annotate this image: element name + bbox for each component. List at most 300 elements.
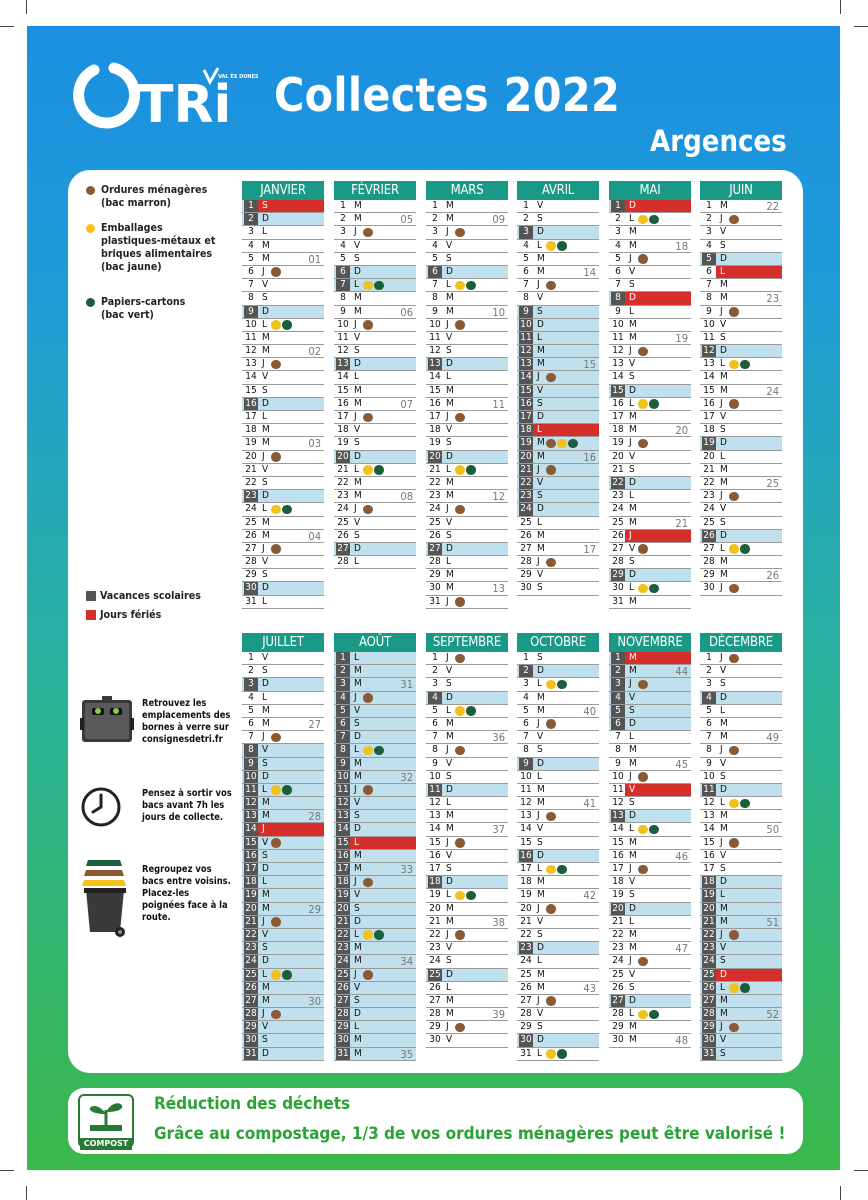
legend-text: (bac jaune) [101,261,162,273]
day-row [609,292,691,305]
weekday-letter: S [720,1047,726,1059]
weekday-letter: M [262,810,270,822]
green-bin-dot-icon [740,544,750,554]
day-row [426,863,508,876]
weekday-letter: D [446,542,453,554]
day-number: 14 [337,823,349,835]
yellow-bin-dot-icon [638,584,648,594]
weekday-letter: L [354,744,360,756]
day-row [700,530,782,543]
weekday-letter: J [262,915,265,927]
weekday-letter: S [262,849,268,861]
day-row [334,517,416,530]
day-row [242,744,324,757]
weekday-letter: D [629,384,636,396]
day-row [242,556,324,569]
weekday-letter: M [537,437,545,449]
week-number: 18 [675,239,688,253]
day-number: 3 [615,226,621,238]
weekday-letter: V [537,476,544,488]
day-row [334,797,416,810]
weekday-letter: J [720,213,723,225]
day-number: 16 [612,397,624,409]
week-number: 38 [492,915,505,929]
weekday-letter: J [629,345,632,357]
week-number: 10 [492,305,505,319]
weekday-letter: J [629,678,632,690]
weekday-letter: V [354,704,361,716]
week-number: 28 [308,810,321,824]
weekday-letter: M [720,810,728,822]
day-number: 21 [520,915,532,927]
brown-bin-dot-icon [546,373,556,383]
day-number: 12 [429,797,441,809]
day-row [334,995,416,1008]
weekday-letter: J [354,318,357,330]
day-number: 11 [703,783,715,795]
day-number: 30 [429,582,441,594]
weekday-letter: L [629,1008,635,1020]
weekday-letter: M [354,955,362,967]
day-row [242,490,324,503]
tip-line: jours de collecte. [142,812,224,823]
weekday-letter: M [446,292,454,304]
day-number: 31 [612,595,624,607]
day-row [517,1048,599,1061]
day-row [334,823,416,836]
weekday-letter: S [720,678,726,690]
day-row [700,503,782,516]
day-number: 10 [520,318,532,330]
day-number: 24 [612,955,624,967]
day-number: 6 [523,265,529,277]
day-row [334,876,416,889]
day-number: 4 [336,692,350,704]
day-row [700,678,782,691]
brown-bin-dot-icon [638,544,648,554]
day-row [609,771,691,784]
day-number: 1 [611,200,625,212]
day-row [517,731,599,744]
brown-bin-dot-icon [363,413,373,423]
day-number: 13 [245,358,257,370]
day-number: 1 [432,652,438,663]
day-number: 5 [615,252,621,264]
weekday-letter: V [262,371,269,383]
month-column [700,633,782,1061]
day-row [700,823,782,836]
weekday-letter: D [720,968,727,980]
week-number: 51 [766,915,779,929]
weekday-letter: L [537,331,543,343]
day-row [242,345,324,358]
weekday-letter: D [262,1047,269,1059]
day-row [242,569,324,582]
weekday-letter: J [720,928,723,940]
day-number: 1 [706,200,712,211]
weekday-letter: V [446,424,453,436]
day-number: 21 [429,915,441,927]
day-row [517,582,599,595]
weekday-letter: V [720,665,727,677]
day-number: 13 [245,810,257,822]
weekday-letter: S [354,345,360,357]
day-number: 15 [520,384,532,396]
day-row [242,517,324,530]
weekday-letter: J [720,744,723,756]
weekday-letter: M [537,529,545,541]
week-number: 33 [400,863,413,876]
tip-line: bacs avant 7h les [142,800,225,811]
weekday-letter: D [354,265,361,277]
month-header: SEPTEMBRE [426,633,508,652]
day-row [517,411,599,424]
day-row [242,982,324,995]
day-row [426,517,508,530]
brown-bin-dot-icon [729,399,739,409]
day-row [609,398,691,411]
day-number: 24 [245,503,257,515]
day-number: 9 [706,757,712,769]
weekday-letter: S [262,569,268,581]
weekday-letter: D [446,358,453,370]
day-row [334,437,416,450]
yellow-bin-dot-icon [271,785,281,795]
green-bin-dot-icon [374,281,384,291]
weekday-letter: L [720,797,726,809]
weekday-letter: S [262,292,268,304]
weekday-letter: D [354,1008,361,1020]
day-number: 5 [336,705,350,717]
day-number: 10 [245,770,257,782]
day-row [609,889,691,902]
day-row [517,850,599,863]
day-number: 10 [703,318,715,330]
brown-bin-dot-icon [455,597,465,607]
day-number: 22 [245,928,257,940]
weekday-letter: V [720,503,727,515]
weekday-letter: S [262,200,268,211]
week-number: 13 [492,582,505,596]
brown-bin-dot-icon [455,838,465,848]
day-row [426,200,508,213]
weekday-letter: J [720,582,723,594]
brown-bin-dot-icon [729,930,739,940]
day-number: 20 [429,902,441,914]
day-row [334,1048,416,1061]
brown-bin-dot-icon [271,917,281,927]
yellow-bin-dot-icon [271,970,281,980]
day-number: 26 [245,981,257,993]
weekday-letter: S [446,529,452,541]
weekday-letter: V [629,968,636,980]
day-row [517,292,599,305]
day-row [609,437,691,450]
day-row [426,916,508,929]
day-row [242,731,324,744]
weekday-letter: L [354,556,360,568]
tip-text [142,698,230,746]
day-number: 28 [703,1008,715,1020]
day-number: 20 [520,902,532,914]
day-number: 30 [520,1034,532,1046]
weekday-letter: J [354,226,357,238]
week-number: 48 [675,1034,688,1048]
day-row [517,213,599,226]
brown-bin-dot-icon [363,878,373,888]
brown-bin-dot-icon [638,254,648,264]
day-row [334,319,416,332]
green-bin-dot-icon [649,215,659,225]
day-row [242,903,324,916]
weekday-letter: J [537,717,540,729]
day-number: 20 [245,450,257,462]
day-row [609,678,691,691]
day-number: 23 [337,490,349,502]
day-number: 29 [245,1021,257,1033]
day-row [700,810,782,823]
day-number: 22 [429,928,441,940]
weekday-letter: M [629,411,637,422]
weekday-letter: V [446,665,453,677]
week-number: 15 [583,358,596,372]
day-number: 28 [429,556,441,568]
weekday-letter: L [629,397,635,409]
weekday-letter: V [262,928,269,940]
day-row [334,240,416,253]
day-row [242,929,324,942]
day-number: 29 [520,569,532,581]
day-number: 1 [432,200,438,211]
weekday-letter: D [262,582,269,594]
legend-item [88,184,207,210]
weekday-letter: D [720,437,727,449]
day-number: 25 [520,968,532,980]
weekday-letter: L [262,876,268,888]
weekday-letter: L [629,213,635,225]
weekday-letter: M [629,503,637,515]
day-number: 30 [429,1034,441,1046]
weekday-letter: M [446,731,454,743]
day-row [334,731,416,744]
weekday-letter: J [537,371,540,383]
weekday-letter: J [354,968,357,980]
day-number: 26 [612,529,624,541]
day-row [242,306,324,319]
brown-bin-dot-icon [455,746,465,756]
day-row [700,477,782,490]
day-row [426,253,508,266]
day-row [426,929,508,942]
brown-bin-dot-icon [363,228,373,238]
day-number: 22 [612,928,624,940]
weekday-letter: J [446,928,449,940]
weekday-letter: M [629,318,637,330]
day-number: 11 [337,331,349,343]
brown-bin-dot-icon [638,865,648,875]
day-row [517,995,599,1008]
day-number: 12 [703,345,715,357]
day-number: 11 [520,331,532,343]
day-number: 7 [523,279,529,291]
day-number: 10 [612,770,624,782]
green-bin-dot-icon [649,825,659,835]
day-number: 12 [520,797,532,809]
weekday-letter: S [354,717,360,729]
day-number: 23 [429,490,441,502]
day-number: 26 [337,529,349,541]
day-row [700,758,782,771]
brown-bin-dot-icon [729,838,739,848]
day-number: 31 [429,595,441,607]
day-number: 1 [340,200,346,211]
weekday-letter: M [537,968,545,980]
day-number: 30 [612,1034,624,1046]
day-number: 21 [703,463,715,475]
brown-bin-dot-icon [638,347,648,357]
day-row [700,543,782,556]
day-row [609,358,691,371]
weekday-letter: J [262,265,265,277]
weekday-letter: M [629,595,637,607]
day-row [426,569,508,582]
day-row [242,797,324,810]
day-number: 26 [703,981,715,993]
day-row [242,837,324,850]
day-number: 17 [337,411,349,422]
weekday-letter: V [262,556,269,568]
day-row [517,464,599,477]
day-row [700,771,782,784]
weekday-letter: J [446,318,449,330]
day-number: 4 [523,691,529,703]
weekday-letter: J [446,652,449,663]
weekday-letter: M [629,226,637,238]
day-row [517,718,599,731]
green-bin-dot-icon [557,865,567,875]
page-title: Collectes 2022 [274,68,621,122]
day-row [334,903,416,916]
day-number: 31 [245,1047,257,1059]
day-row [609,969,691,982]
weekday-letter: L [262,595,268,607]
weekday-letter: D [354,731,361,743]
day-row [517,569,599,582]
day-row [426,424,508,437]
day-number: 16 [520,849,532,861]
day-row [426,784,508,797]
day-row [700,903,782,916]
brown-bin-dot-icon [271,452,281,462]
weekday-letter: J [354,503,357,515]
key-swatch [86,591,96,601]
day-number: 18 [703,424,715,436]
weekday-letter: S [354,437,360,449]
weekday-letter: L [354,279,360,291]
weekday-letter: D [720,783,727,795]
weekday-letter: M [262,981,270,993]
tip-line: Regroupez vos [142,864,212,875]
day-row [517,678,599,691]
compost-label: COMPOST [80,1138,132,1150]
day-number: 10 [520,770,532,782]
key-label: Vacances scolaires [100,590,201,602]
week-number: 23 [766,292,779,306]
day-number: 2 [336,665,350,677]
day-row [334,705,416,718]
week-number: 01 [308,252,321,266]
day-row [609,411,691,424]
weekday-letter: M [262,529,270,541]
month-header: AVRIL [517,181,599,200]
weekday-letter: M [720,717,728,729]
brown-bin-dot-icon [729,584,739,594]
weekday-letter: D [537,411,544,422]
day-number: 24 [337,503,349,515]
day-row [609,464,691,477]
day-number: 27 [612,994,624,1006]
day-row [242,1021,324,1034]
day-number: 31 [520,1047,532,1059]
day-row [700,424,782,437]
day-row [242,692,324,705]
day-number: 2 [248,665,254,677]
weekday-letter: M [446,213,454,225]
month-header: DÉCEMBRE [700,633,782,652]
weekday-letter: D [629,476,636,488]
weekday-letter: J [629,770,632,782]
day-number: 30 [703,1034,715,1046]
day-row [700,490,782,503]
weekday-letter: V [446,942,453,954]
brown-bin-dot-icon [455,1023,465,1033]
day-row [426,358,508,371]
weekday-letter: M [446,582,454,594]
weekday-letter: M [720,371,728,383]
day-row [700,200,782,213]
weekday-letter: M [446,902,454,914]
weekday-letter: M [354,476,362,488]
day-row [517,490,599,503]
day-number: 7 [336,731,350,743]
day-number: 19 [337,437,349,449]
weekday-letter: M [354,1047,362,1059]
day-number: 2 [615,213,621,225]
day-number: 4 [702,692,716,704]
day-number: 26 [337,981,349,993]
weekday-letter: D [629,569,636,581]
day-row [334,279,416,292]
day-number: 2 [432,213,438,225]
brown-bin-dot-icon [729,307,739,317]
day-number: 16 [337,849,349,861]
yellow-bin-dot-icon [557,439,567,449]
day-row [609,863,691,876]
day-row [700,982,782,995]
day-number: 14 [520,371,532,383]
day-number: 9 [706,305,712,317]
weekday-letter: L [537,955,543,967]
weekday-letter: S [446,770,452,782]
day-number: 12 [612,345,624,357]
month-header: NOVEMBRE [609,633,691,652]
yellow-bin-dot-icon [455,706,465,716]
weekday-letter: L [720,450,726,462]
day-row [242,266,324,279]
weekday-letter: V [354,424,361,436]
legend-dot-icon [86,298,95,307]
weekday-letter: L [720,542,726,554]
